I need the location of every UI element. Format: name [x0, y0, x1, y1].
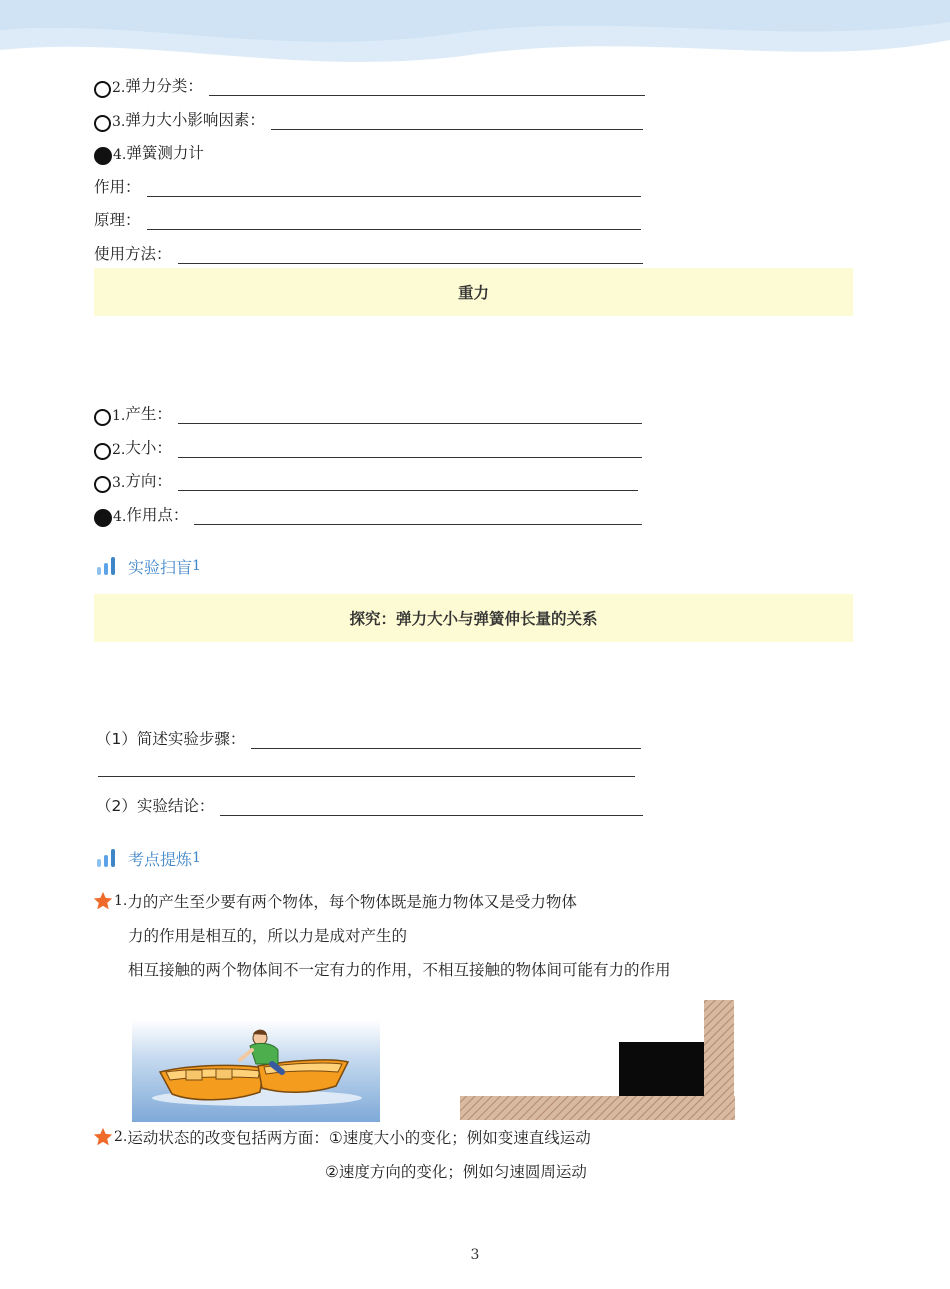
open-circle-icon [94, 81, 111, 98]
key-point-2: 2. 运动状态的改变包括两方面：①速度大小的变化；例如变速直线运动 [92, 1126, 591, 1148]
header-wave-decoration [0, 0, 950, 70]
blank-line[interactable] [98, 776, 635, 777]
blank-line[interactable] [194, 506, 642, 525]
spring-scale-method: 使用方法： [94, 238, 643, 264]
blank-line[interactable] [178, 245, 643, 264]
gravity-item-1: 1. 产生： [94, 398, 642, 424]
bar-chart-icon [96, 848, 118, 868]
key-point-2-line-2: ②速度方向的变化；例如匀速圆周运动 [325, 1163, 587, 1181]
key-point-1-line-3: 相互接触的两个物体间不一定有力的作用，不相互接触的物体间可能有力的作用 [128, 961, 671, 979]
blank-line[interactable] [178, 439, 642, 458]
experiment-step-1: （1）简述实验步骤： [96, 723, 641, 749]
spring-scale-use: 作用： [94, 171, 641, 197]
elastic-item-4: 4. 弹簧测力计 [94, 137, 204, 163]
open-circle-icon [94, 115, 111, 132]
elastic-item-3: 3. 弹力大小影响因素： [94, 104, 643, 130]
blank-line[interactable] [271, 111, 643, 130]
experiment-step-2: （2）实验结论： [96, 790, 643, 816]
star-icon [92, 1126, 114, 1148]
gravity-heading: 重力 [94, 268, 853, 316]
star-icon [92, 890, 114, 912]
blank-line[interactable] [251, 730, 641, 749]
blank-line[interactable] [220, 797, 643, 816]
gravity-item-2: 2. 大小： [94, 432, 642, 458]
blank-line[interactable] [178, 472, 638, 491]
section-key-points: 考点提炼 1 [96, 846, 201, 870]
bar-chart-icon [96, 556, 118, 576]
section-experiment: 实验扫盲 1 [96, 554, 201, 578]
spring-scale-principle: 原理： [94, 204, 641, 230]
filled-circle-icon [94, 509, 112, 527]
blank-line[interactable] [209, 77, 645, 96]
block-wall-illustration [460, 1000, 735, 1122]
boat-illustration [132, 1020, 380, 1122]
key-point-1: 1. 力的产生至少要有两个物体，每个物体既是施力物体又是受力物体 [92, 890, 577, 912]
key-point-1-line-2: 力的作用是相互的，所以力是成对产生的 [128, 927, 408, 945]
page-number: 3 [470, 1247, 480, 1263]
gravity-item-4: 4. 作用点： [94, 499, 642, 525]
filled-circle-icon [94, 147, 112, 165]
gravity-item-3: 3. 方向： [94, 465, 638, 491]
experiment-heading: 探究：弹力大小与弹簧伸长量的关系 [94, 594, 853, 642]
elastic-item-2: 2. 弹力分类： [94, 70, 645, 96]
open-circle-icon [94, 476, 111, 493]
blank-line[interactable] [147, 178, 641, 197]
blank-line[interactable] [178, 405, 642, 424]
open-circle-icon [94, 409, 111, 426]
blank-line[interactable] [147, 211, 641, 230]
open-circle-icon [94, 443, 111, 460]
